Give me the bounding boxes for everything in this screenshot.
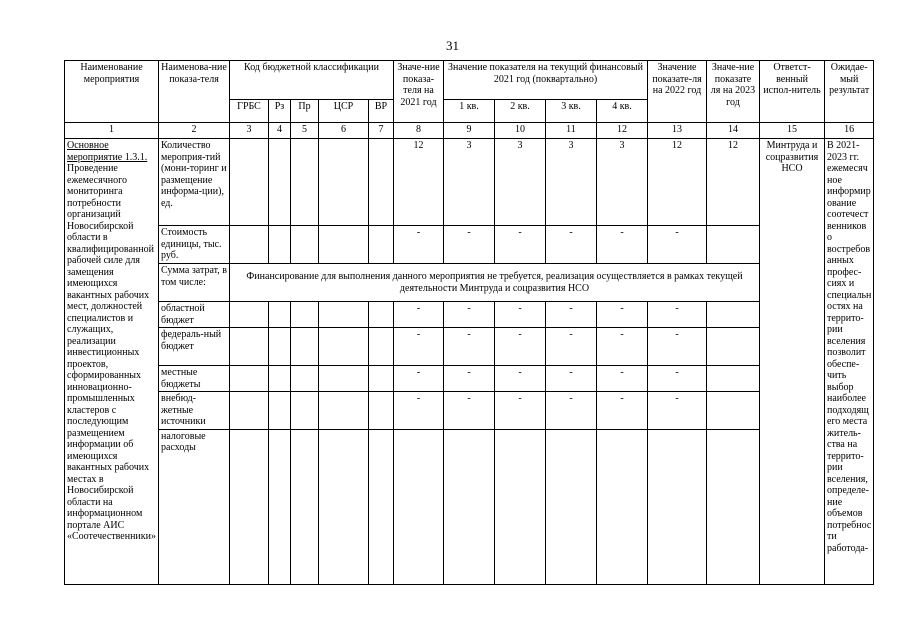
col-number: 15 [760, 123, 825, 139]
dash: - [648, 302, 707, 328]
page-number: 31 [446, 38, 459, 53]
dash: - [597, 226, 648, 264]
dash: - [444, 392, 495, 430]
header-q4: 4 кв. [597, 100, 648, 123]
col-number: 12 [597, 123, 648, 139]
header-event-name: Наименование мероприятия [65, 61, 159, 123]
col-number: 9 [444, 123, 495, 139]
header-q1: 1 кв. [444, 100, 495, 123]
value-q1: 3 [444, 139, 495, 226]
event-cell [65, 139, 159, 585]
dash: - [546, 392, 597, 430]
header-rz: Рз [269, 100, 291, 123]
indicator-unit-cost: Стоимость единицы, тыс. руб. [159, 226, 230, 264]
value-2021: 12 [394, 139, 444, 226]
dash: - [546, 226, 597, 264]
dash: - [495, 302, 546, 328]
expected-result-cell: В 2021-2023 гг. ежемесяч ное информир ование соотечест венников о востребов анных профес-сиях и специальн остях на террито-рии вселения позволит обеспе-чить выбор наиболее подходящ его места житель-ства на террито-рии вселения, определе-ние объемов потребнос ти работода- [825, 139, 874, 585]
indicator-total: Сумма затрат, в том числе: [159, 264, 230, 302]
dash: - [648, 392, 707, 430]
dash: - [495, 328, 546, 366]
dash: - [648, 328, 707, 366]
dash: - [444, 328, 495, 366]
dash: - [597, 328, 648, 366]
dash: - [394, 328, 444, 366]
dash: - [495, 226, 546, 264]
dash: - [597, 302, 648, 328]
col-number: 10 [495, 123, 546, 139]
col-number: 1 [65, 123, 159, 139]
header-indicator-name: Наименова-ние показа-теля [159, 61, 230, 123]
value-2023: 12 [707, 139, 760, 226]
indicator-regional-budget: областной бюджет [159, 302, 230, 328]
dash: - [394, 226, 444, 264]
header-q2: 2 кв. [495, 100, 546, 123]
indicator-offbudget: внебюд-жетные источники [159, 392, 230, 430]
dash: - [546, 302, 597, 328]
dash: - [444, 366, 495, 392]
col-number: 8 [394, 123, 444, 139]
value-q3: 3 [546, 139, 597, 226]
dash: - [495, 392, 546, 430]
header-expected-result: Ожидае-мый результат [825, 61, 874, 123]
event-title: Основное мероприятие 1.3.1. [67, 140, 148, 163]
dash: - [394, 392, 444, 430]
col-number: 4 [269, 123, 291, 139]
header-pr: Пр [291, 100, 319, 123]
header-current-value: Значение показателя на текущий финансовый 2021 год (поквартально) [444, 61, 648, 100]
value-q2: 3 [495, 139, 546, 226]
dash: - [495, 366, 546, 392]
col-number: 11 [546, 123, 597, 139]
dash: - [546, 366, 597, 392]
value-2022: 12 [648, 139, 707, 226]
indicator-tax-expenses: налоговые расходы [159, 429, 230, 584]
col-number: 5 [291, 123, 319, 139]
header-value-2021: Значе-ние показа-теля на 2021 год [394, 61, 444, 123]
col-number: 2 [159, 123, 230, 139]
header-value-2022: Значение показате-ля на 2022 год [648, 61, 707, 123]
col-number: 7 [369, 123, 394, 139]
executor-cell: Минтруда и соцразвития НСО [760, 139, 825, 585]
dash: - [648, 226, 707, 264]
dash: - [546, 328, 597, 366]
indicator-federal-budget: федераль-ный бюджет [159, 328, 230, 366]
header-vr: ВР [369, 100, 394, 123]
dash: - [597, 392, 648, 430]
funding-note: Финансирование для выполнения данного мероприятия не требуется, реализация осуществляется в рамках текущей деятельности Минтруда и соцразвития НСО [230, 264, 760, 302]
header-grbs: ГРБС [230, 100, 269, 123]
col-number: 6 [319, 123, 369, 139]
value-q4: 3 [597, 139, 648, 226]
dash: - [394, 366, 444, 392]
event-description: Проведение ежемесячного мониторинга потребности организаций Новосибирской области в квалифицированной рабочей силе для замещения имеющихся вакантных рабочих мест, должностей специалистов и служащих, реализации инвестиционных проектов, сформированных инновационно-промышленных кластеров с последующим размещением информации об имеющихся вакантных рабочих местах в Новосибирской области на информационном портале АИС «Соотечественники» [67, 163, 156, 542]
header-executor: Ответст-венный испол-нитель [760, 61, 825, 123]
col-number: 14 [707, 123, 760, 139]
dash: - [394, 302, 444, 328]
col-number: 13 [648, 123, 707, 139]
dash: - [597, 366, 648, 392]
dash: - [444, 226, 495, 264]
col-number: 16 [825, 123, 874, 139]
dash: - [648, 366, 707, 392]
indicator-count: Количество мероприя-тий (мони-торинг и размещение информа-ции), ед. [159, 139, 230, 226]
header-budget-code: Код бюджетной классификации [230, 61, 394, 100]
header-value-2023: Значе-ние показате ля на 2023 год [707, 61, 760, 123]
header-csr: ЦСР [319, 100, 369, 123]
dash: - [444, 302, 495, 328]
header-q3: 3 кв. [546, 100, 597, 123]
indicator-local-budget: местные бюджеты [159, 366, 230, 392]
program-table [64, 60, 874, 585]
col-number: 3 [230, 123, 269, 139]
